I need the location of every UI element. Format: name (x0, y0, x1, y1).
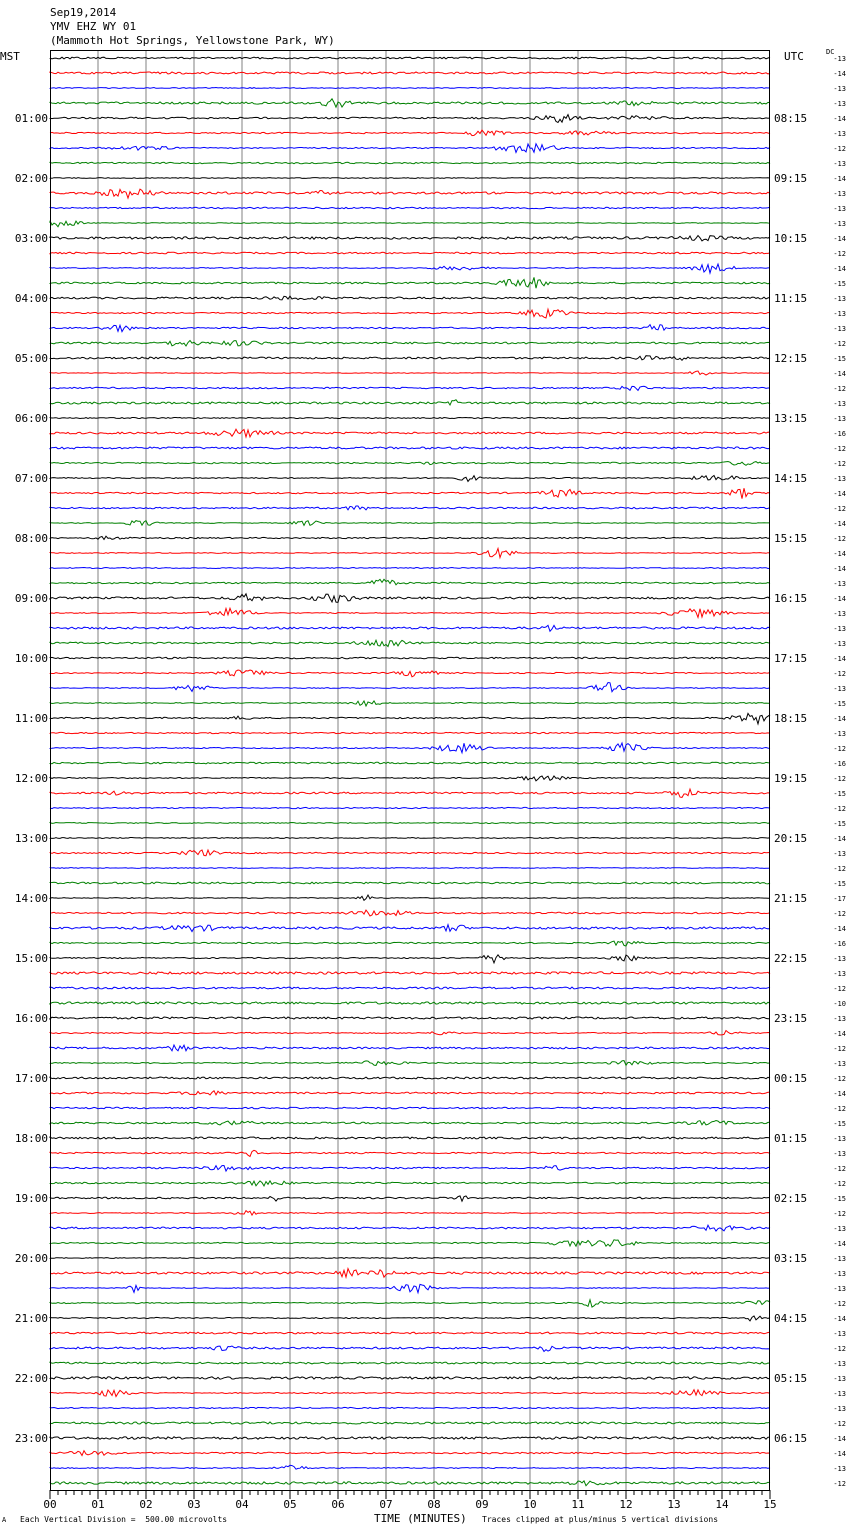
seismic-trace (50, 207, 770, 208)
x-axis (43, 1490, 776, 1511)
seismic-trace (50, 189, 770, 198)
dc-offset-value: -13 (833, 130, 846, 138)
dc-offset-value: -12 (833, 745, 846, 753)
seismic-trace (50, 925, 770, 932)
seismic-trace (50, 910, 770, 916)
seismic-trace (50, 670, 770, 677)
left-timezone: MST (0, 50, 20, 63)
right-hour-label: 13:15 (774, 412, 808, 425)
dc-offset-value: -15 (833, 880, 846, 888)
dc-offset-value: -13 (833, 325, 846, 333)
seismic-trace (50, 807, 770, 808)
dc-offset-value: -13 (833, 310, 846, 318)
seismic-trace (50, 178, 770, 179)
right-hour-label: 16:15 (774, 592, 808, 605)
seismic-trace (50, 277, 770, 288)
dc-offset-value: -17 (833, 895, 846, 903)
x-tick-label: 01 (91, 1498, 105, 1511)
dc-offset-value: -13 (833, 580, 846, 588)
x-tick-label: 03 (187, 1498, 201, 1511)
right-hour-label: 18:15 (774, 712, 808, 725)
left-hour-label: 06:00 (14, 412, 48, 425)
seismic-trace (50, 1451, 770, 1456)
dc-offset-value: -12 (833, 1345, 846, 1353)
right-hour-label: 10:15 (774, 232, 808, 245)
left-hour-label: 04:00 (14, 292, 48, 305)
right-hour-label: 03:15 (774, 1252, 808, 1265)
seismic-trace (50, 683, 770, 692)
right-hour-label: 17:15 (774, 652, 808, 665)
left-hour-label: 11:00 (14, 712, 48, 725)
dc-offset-value: -12 (833, 910, 846, 918)
seismic-trace (50, 371, 770, 375)
right-hour-label: 23:15 (774, 1012, 808, 1025)
dc-offset-value: -14 (833, 925, 846, 933)
dc-offset-value: -12 (833, 1045, 846, 1053)
dc-offset-value: -12 (833, 1105, 846, 1113)
dc-offset-value: -13 (833, 970, 846, 978)
dc-offset-value: -13 (833, 1015, 846, 1023)
dc-offset-value: -12 (833, 445, 846, 453)
seismic-trace (50, 608, 770, 617)
seismic-trace (50, 549, 770, 558)
seismic-trace (50, 713, 770, 724)
dc-offset-value: -12 (833, 1180, 846, 1188)
right-hour-label: 02:15 (774, 1192, 808, 1205)
left-hour-label: 02:00 (14, 172, 48, 185)
dc-offset-value: -15 (833, 790, 846, 798)
dc-offset-value: -13 (833, 955, 846, 963)
dc-offset-value: -13 (833, 475, 846, 483)
dc-offset-value: -13 (833, 190, 846, 198)
seismic-trace (50, 447, 770, 449)
seismic-trace (50, 1211, 770, 1216)
dc-offset-value: -12 (833, 505, 846, 513)
dc-offset-value: -14 (833, 520, 846, 528)
seismic-trace (50, 162, 770, 163)
seismic-trace (50, 1332, 770, 1334)
dc-offset-value: -14 (833, 1030, 846, 1038)
dc-offset-value: -13 (833, 850, 846, 858)
dc-offset-value: -15 (833, 700, 846, 708)
seismic-trace (50, 1107, 770, 1108)
dc-offset-value: -13 (833, 1465, 846, 1473)
right-hour-label: 12:15 (774, 352, 808, 365)
seismic-trace (50, 1390, 770, 1397)
seismic-trace (50, 296, 770, 300)
seismic-trace (50, 1240, 770, 1246)
right-hour-label: 06:15 (774, 1432, 808, 1445)
seismic-trace (50, 1316, 770, 1321)
dc-offset-value: -13 (833, 640, 846, 648)
dc-offset-value: -13 (833, 1405, 846, 1413)
seismic-trace (50, 972, 770, 974)
seismic-trace (50, 1181, 770, 1186)
seismic-trace (50, 850, 770, 856)
seismic-trace (50, 1377, 770, 1379)
seismic-trace (50, 418, 770, 419)
seismic-trace (50, 400, 770, 405)
left-hour-label: 09:00 (14, 592, 48, 605)
seismic-trace (50, 506, 770, 510)
dc-offset-value: -13 (833, 685, 846, 693)
seismic-trace (50, 536, 770, 539)
left-hour-label: 13:00 (14, 832, 48, 845)
left-hour-label: 12:00 (14, 772, 48, 785)
right-hour-label: 00:15 (774, 1072, 808, 1085)
seismic-trace (50, 130, 770, 136)
seismic-trace (50, 88, 770, 89)
station-code: YMV EHZ WY 01 (50, 20, 137, 33)
dc-offset-value: -13 (833, 1330, 846, 1338)
seismic-trace (50, 657, 770, 659)
dc-offset-value: -13 (833, 730, 846, 738)
dc-offset-value: -12 (833, 1165, 846, 1173)
dc-offset-value: -14 (833, 175, 846, 183)
seismic-trace (50, 1346, 770, 1352)
record-date: Sep19,2014 (50, 6, 117, 19)
x-tick-label: 06 (331, 1498, 345, 1511)
seismic-trace (50, 57, 770, 59)
seismic-trace (50, 941, 770, 946)
dc-offset-value: -14 (833, 1435, 846, 1443)
dc-offset-value: -14 (833, 550, 846, 558)
dc-offset-value: -13 (833, 1135, 846, 1143)
dc-offset-value: -13 (833, 1270, 846, 1278)
seismic-trace (50, 462, 770, 466)
seismic-trace (50, 882, 770, 884)
dc-offset-value: -12 (833, 385, 846, 393)
dc-offset-value: -14 (833, 1450, 846, 1458)
seismic-trace (50, 236, 770, 241)
dc-offset-value: -13 (833, 1255, 846, 1263)
dc-offset-value: -13 (833, 610, 846, 618)
seismic-trace (50, 1196, 770, 1201)
dc-offset-value: -12 (833, 145, 846, 153)
dc-offset-value: -16 (833, 760, 846, 768)
left-hour-label: 03:00 (14, 232, 48, 245)
dc-offset-value: -13 (833, 1060, 846, 1068)
right-hour-label: 20:15 (774, 832, 808, 845)
seismic-trace (50, 386, 770, 390)
dc-offset-value: -15 (833, 280, 846, 288)
dc-offset-value: -14 (833, 1240, 846, 1248)
x-tick-label: 12 (619, 1498, 633, 1511)
left-hour-label: 21:00 (14, 1312, 48, 1325)
dc-offset-value: -12 (833, 340, 846, 348)
dc-offset-value: -12 (833, 535, 846, 543)
dc-offset-value: -13 (833, 220, 846, 228)
left-hour-label: 17:00 (14, 1072, 48, 1085)
dc-offset-value: -13 (833, 1285, 846, 1293)
seismic-trace (50, 838, 770, 839)
seismic-trace (50, 868, 770, 869)
dc-offset-value: -13 (833, 1225, 846, 1233)
dc-offset-value: -12 (833, 1420, 846, 1428)
seismic-trace (50, 732, 770, 733)
dc-offset-value: -15 (833, 1195, 846, 1203)
dc-label: DC (826, 48, 835, 56)
footer-mark: A (2, 1516, 7, 1524)
seismic-trace (50, 1300, 770, 1307)
dc-offset-value: -12 (833, 1210, 846, 1218)
left-hour-label: 23:00 (14, 1432, 48, 1445)
dc-offset-value: -15 (833, 1120, 846, 1128)
right-hour-label: 04:15 (774, 1312, 808, 1325)
seismic-trace (50, 1017, 770, 1019)
seismic-traces (50, 57, 770, 1486)
dc-offset-value: -14 (833, 265, 846, 273)
dc-offset-value: -12 (833, 1480, 846, 1488)
dc-offset-value: -14 (833, 835, 846, 843)
dc-offset-value: -14 (833, 115, 846, 123)
dc-offset-value: -16 (833, 430, 846, 438)
plot-frame (51, 51, 770, 1491)
dc-offset-value: -14 (833, 70, 846, 78)
right-hour-label: 19:15 (774, 772, 808, 785)
seismic-trace (50, 762, 770, 764)
dc-offset-value: -12 (833, 775, 846, 783)
right-hour-label: 14:15 (774, 472, 808, 485)
dc-offset-value: -13 (833, 1375, 846, 1383)
seismic-trace (50, 1269, 770, 1278)
dc-offset-value: -16 (833, 940, 846, 948)
seismic-trace (50, 625, 770, 631)
x-tick-label: 14 (715, 1498, 729, 1511)
left-hour-label: 18:00 (14, 1132, 48, 1145)
dc-offset-value: -14 (833, 655, 846, 663)
seismic-trace (50, 1166, 770, 1172)
left-hour-label: 20:00 (14, 1252, 48, 1265)
dc-offset-value: -14 (833, 1090, 846, 1098)
seismic-trace (50, 1465, 770, 1469)
x-tick-label: 04 (235, 1498, 249, 1511)
x-tick-label: 13 (667, 1498, 681, 1511)
dc-offset-value: -12 (833, 670, 846, 678)
dc-offset-value: -14 (833, 1315, 846, 1323)
seismic-trace (50, 115, 770, 123)
seismic-trace (50, 701, 770, 706)
dc-offset-value: -14 (833, 565, 846, 573)
station-location: (Mammoth Hot Springs, Yellowstone Park, WY) (50, 34, 335, 47)
dc-offset-value: -13 (833, 55, 846, 63)
seismic-trace (50, 1121, 770, 1125)
right-hour-label: 22:15 (774, 952, 808, 965)
dc-offset-value: -14 (833, 715, 846, 723)
dc-offset-value: -12 (833, 460, 846, 468)
right-hour-label: 09:15 (774, 172, 808, 185)
dc-offset-value: -12 (833, 250, 846, 258)
x-tick-label: 05 (283, 1498, 297, 1511)
dc-offset-value: -15 (833, 355, 846, 363)
seismic-trace (50, 579, 770, 585)
seismic-trace (50, 1045, 770, 1051)
x-tick-label: 08 (427, 1498, 441, 1511)
seismic-trace (50, 955, 770, 963)
seismic-trace (50, 221, 770, 227)
seismic-trace (50, 1284, 770, 1292)
seismic-trace (50, 1225, 770, 1231)
dc-offset-labels (833, 55, 846, 1488)
grid-lines (98, 50, 722, 1490)
seismic-trace (50, 521, 770, 526)
dc-offset-value: -13 (833, 100, 846, 108)
dc-offset-value: -12 (833, 985, 846, 993)
seismic-trace (50, 1437, 770, 1439)
left-hour-label: 07:00 (14, 472, 48, 485)
left-hour-label: 16:00 (14, 1012, 48, 1025)
seismic-trace (50, 1077, 770, 1079)
left-hour-label: 05:00 (14, 352, 48, 365)
dc-offset-value: -14 (833, 235, 846, 243)
seismic-trace (50, 1481, 770, 1486)
seismic-trace (50, 895, 770, 900)
x-tick-label: 00 (43, 1498, 57, 1511)
dc-offset-value: -12 (833, 1300, 846, 1308)
dc-offset-value: -14 (833, 490, 846, 498)
x-tick-label: 10 (523, 1498, 537, 1511)
seismic-trace (50, 594, 770, 603)
right-hour-label: 11:15 (774, 292, 808, 305)
seismic-trace (50, 743, 770, 753)
seismic-trace (50, 1061, 770, 1066)
right-hour-label: 05:15 (774, 1372, 808, 1385)
dc-offset-value: -13 (833, 85, 846, 93)
dc-offset-value: -13 (833, 205, 846, 213)
right-hour-label: 08:15 (774, 112, 808, 125)
seismic-trace (50, 1150, 770, 1156)
dc-offset-value: -13 (833, 295, 846, 303)
left-hour-label: 08:00 (14, 532, 48, 545)
seismic-trace (50, 264, 770, 273)
seismic-trace (50, 987, 770, 989)
dc-offset-value: -13 (833, 160, 846, 168)
seismic-trace (50, 341, 770, 347)
seismic-trace (50, 823, 770, 824)
seismic-trace (50, 1002, 770, 1004)
seismic-trace (50, 640, 770, 646)
dc-offset-value: -13 (833, 400, 846, 408)
seismic-trace (50, 1031, 770, 1035)
seismic-trace (50, 1362, 770, 1364)
right-hour-label: 21:15 (774, 892, 808, 905)
left-hour-label: 10:00 (14, 652, 48, 665)
seismic-trace (50, 1422, 770, 1424)
x-tick-label: 07 (379, 1498, 393, 1511)
left-hour-label: 19:00 (14, 1192, 48, 1205)
x-axis-title: TIME (MINUTES) (374, 1512, 467, 1525)
seismic-trace (50, 356, 770, 361)
x-tick-label: 15 (763, 1498, 777, 1511)
seismic-trace (50, 776, 770, 781)
dc-offset-value: -12 (833, 1075, 846, 1083)
seismic-trace (50, 1258, 770, 1259)
seismic-trace (50, 252, 770, 254)
dc-offset-value: -13 (833, 1390, 846, 1398)
dc-offset-value: -15 (833, 820, 846, 828)
seismic-trace (50, 1407, 770, 1408)
dc-offset-value: -14 (833, 370, 846, 378)
seismic-trace (50, 476, 770, 482)
dc-offset-value: -10 (833, 1000, 846, 1008)
right-hour-label: 01:15 (774, 1132, 808, 1145)
x-tick-label: 11 (571, 1498, 585, 1511)
left-hour-label: 22:00 (14, 1372, 48, 1385)
dc-offset-value: -12 (833, 865, 846, 873)
left-hour-label: 15:00 (14, 952, 48, 965)
seismic-trace (50, 72, 770, 74)
x-tick-label: 09 (475, 1498, 489, 1511)
right-timezone: UTC (784, 50, 804, 63)
dc-offset-value: -13 (833, 1150, 846, 1158)
clip-note: Traces clipped at plus/minus 5 vertical divisions (482, 1515, 719, 1524)
seismic-trace (50, 488, 770, 499)
dc-offset-value: -13 (833, 1360, 846, 1368)
left-hour-label: 14:00 (14, 892, 48, 905)
left-hour-label: 01:00 (14, 112, 48, 125)
seismic-trace (50, 1137, 770, 1139)
x-tick-label: 02 (139, 1498, 153, 1511)
seismic-trace (50, 568, 770, 569)
seismic-trace (50, 309, 770, 318)
dc-offset-value: -13 (833, 415, 846, 423)
seismic-trace (50, 789, 770, 797)
seismic-trace (50, 325, 770, 332)
seismic-trace (50, 429, 770, 437)
dc-offset-value: -12 (833, 805, 846, 813)
dc-offset-value: -13 (833, 625, 846, 633)
seismic-trace (50, 144, 770, 153)
seismic-trace (50, 1091, 770, 1095)
vertical-scale-note: Each Vertical Division = 500.00 microvolts (20, 1515, 228, 1524)
right-hour-label: 15:15 (774, 532, 808, 545)
dc-offset-value: -14 (833, 595, 846, 603)
seismic-trace (50, 99, 770, 107)
